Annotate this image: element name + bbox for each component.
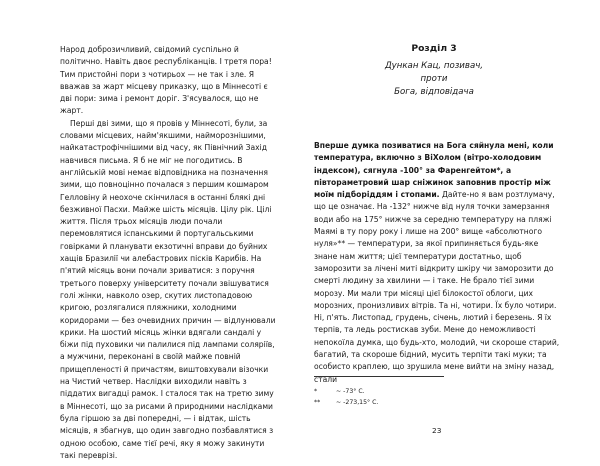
footnote-text: ~ -273,15° С. [336, 399, 379, 406]
subtitle-line: Дункан Кац, позивач, [384, 61, 484, 71]
paragraph [314, 140, 560, 386]
page-number: 23 [432, 426, 442, 435]
chapter-heading [314, 43, 554, 99]
footnote [314, 386, 514, 397]
footnote-mark: ** [314, 399, 321, 406]
footnotes [314, 386, 514, 408]
left-page-body [60, 44, 276, 462]
subtitle-line: Бога, відповідача [394, 87, 474, 97]
footnote [314, 397, 514, 408]
paragraph: Перші дві зими, що я провів у Міннесоті, були, за словами місцевих, найм'якшими, найморознішими, найкатастрофічнішими від часу, як Північний Захід навчився письма. Я б не міг не погодитись. В англійській мові немає відповідника на позначення зими, що повноцінно почалася з першим кошмаром Гелловіну й неохоче скінчилася в останні блякі дні безживної Пасхи. Майже шість місяців. Цілу рік. Цілі життя. Після трьох місяців люди почали перемовлятися іспанськими й португальськими говірками й планувати екзотичні вправи до буйних хащів Бразилії чи алебастрових пісків Карибів. На п'ятий місяць вони почали зриватися: з поручня третього поверху університету почали звішуватися голі жінки, навколо озер, скутих листопадовою кригою, розлягалися пляжники, холодними коридорами — без очевидних причин — відлунювали крики. На шостий місяць жінки вдягали сандалі у біжи під пуховики чи палилися під лампами соляріїв, а мужчини, переконані в своїй майже повній прищепленості й причастям, виштовхували візочки на Чистий четвер. Наслідки виходили навіть з піддатих вигадці рамок. І сталося так на третю зиму в Міннесоті, що за рисами й природними наслідками була гіршою за дві попередні, — і відтак, шість місяців, я збагнув, що один завгодно позбавлятися з одною особою, саме тієї речі, яку я можу закинути такі переврізі. [60, 118, 276, 460]
paragraph: Народ доброзичливий, свідомий суспільно й політично. Навіть двоє республіканців. І третя пора! Тим пристойні пори з чотирьох — не так і зле. Я вважав за жарт місцеву приказку, що в Міннесоті є дві пори: зима і ремонт доріг. З'ясувалося, що не жарт. [60, 45, 272, 116]
chapter-title: Розділ 3 [411, 43, 457, 54]
subtitle-line: проти [420, 74, 448, 84]
chapter-subtitle [314, 60, 554, 99]
bold-lead: Вперше думка позиватися на Бога сяйнула мені, коли температура, включно з ВіХолом (вітро-холодовим індексом), сягнула -100° за Фаренгейтом*, а півтораметровий шар сніжинок заповнив простір між моїм підборіддям і стопами. [314, 141, 554, 200]
body-text: Дайте-но я вам розтлумачу, що це означає. На -132° нижче від нуля точки замерзання води або на 175° нижче за середню температуру на пляжі Маямі в ту пору року і лише на 200° вище «абсолютного нуля»** — температури, за якої припиняється будь-яке знане нам життя; цієї температури достатньо, щоб заморозити за лічені миті відкриту шкіру чи заморозити до смерті людину за хвилини — і таке. Не брало тієї зими морозу. Ми мали три місяці цієї білокостої облоги, цих морозних, пронизливих вітрів. Та ні, чотири. Їх було чотири. Ні, п'ять. Листопад, грудень, січень, лютий і березень. Я їх терпів, та ледь ростискав зуби. Мене до неможливості непокоїла думка, що будь-хто, молодий, чи скороше старий, багатий, та скороше бідний, мусить терпіти такі муки; та особисто краплею, що зрушила мене вийти на зміну назад, стали [314, 190, 560, 384]
right-page-body [314, 140, 560, 386]
footnote-mark: * [314, 388, 318, 395]
footnote-text: ~ -73° С. [336, 388, 365, 395]
footnote-divider [314, 376, 444, 377]
